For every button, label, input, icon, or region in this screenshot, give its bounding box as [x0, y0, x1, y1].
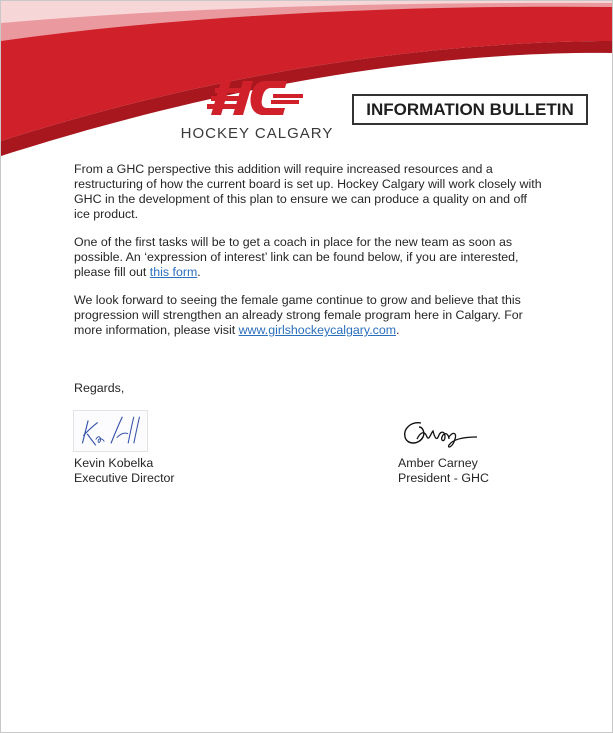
- information-bulletin-title: INFORMATION BULLETIN: [352, 94, 588, 125]
- signature-kevin-kobelka: [73, 410, 148, 452]
- handwritten-signature-icon: [74, 411, 147, 451]
- signer-title: President - GHC: [398, 471, 489, 485]
- signer-title: Executive Director: [74, 471, 175, 485]
- paragraph-coach-text: One of the first tasks will be to get a coach in place for the new team as soon as possible. An ‘expression of interest’ link can be found below, if you are interested, please fill out: [74, 235, 519, 279]
- this-form-link[interactable]: this form: [149, 265, 198, 279]
- signer-name: Amber Carney: [398, 456, 478, 470]
- handwritten-signature-icon: [401, 415, 481, 451]
- paragraph-coach: [74, 235, 544, 280]
- hockey-calgary-logo: [177, 79, 337, 149]
- signer-name: Kevin Kobelka: [74, 456, 154, 470]
- hc-logo-mark-icon: [205, 79, 305, 117]
- closing-regards: Regards,: [74, 381, 125, 395]
- paragraph-female-game-end: .: [396, 323, 400, 337]
- paragraph-coach-end: .: [197, 265, 201, 279]
- signer-amber-carney: [398, 456, 489, 486]
- girls-hockey-calgary-link[interactable]: www.girlshockeycalgary.com: [238, 323, 397, 337]
- signer-kevin-kobelka: [74, 456, 175, 486]
- paragraph-resources: From a GHC perspective this addition will require increased resources and a restructuring of how the current board is set up. Hockey Calgary will work closely with GHC in the development of this plan to ensure we can produce a quality on and off ice product.: [74, 162, 542, 221]
- paragraph-female-game: [74, 293, 544, 338]
- signature-amber-carney: [401, 415, 481, 451]
- logo-wordmark: HOCKEY CALGARY: [180, 125, 334, 142]
- paragraph-female-game-text: We look forward to seeing the female game continue to grow and believe that this progression will strengthen an already strong female program here in Calgary. For more information, please visit: [74, 293, 523, 337]
